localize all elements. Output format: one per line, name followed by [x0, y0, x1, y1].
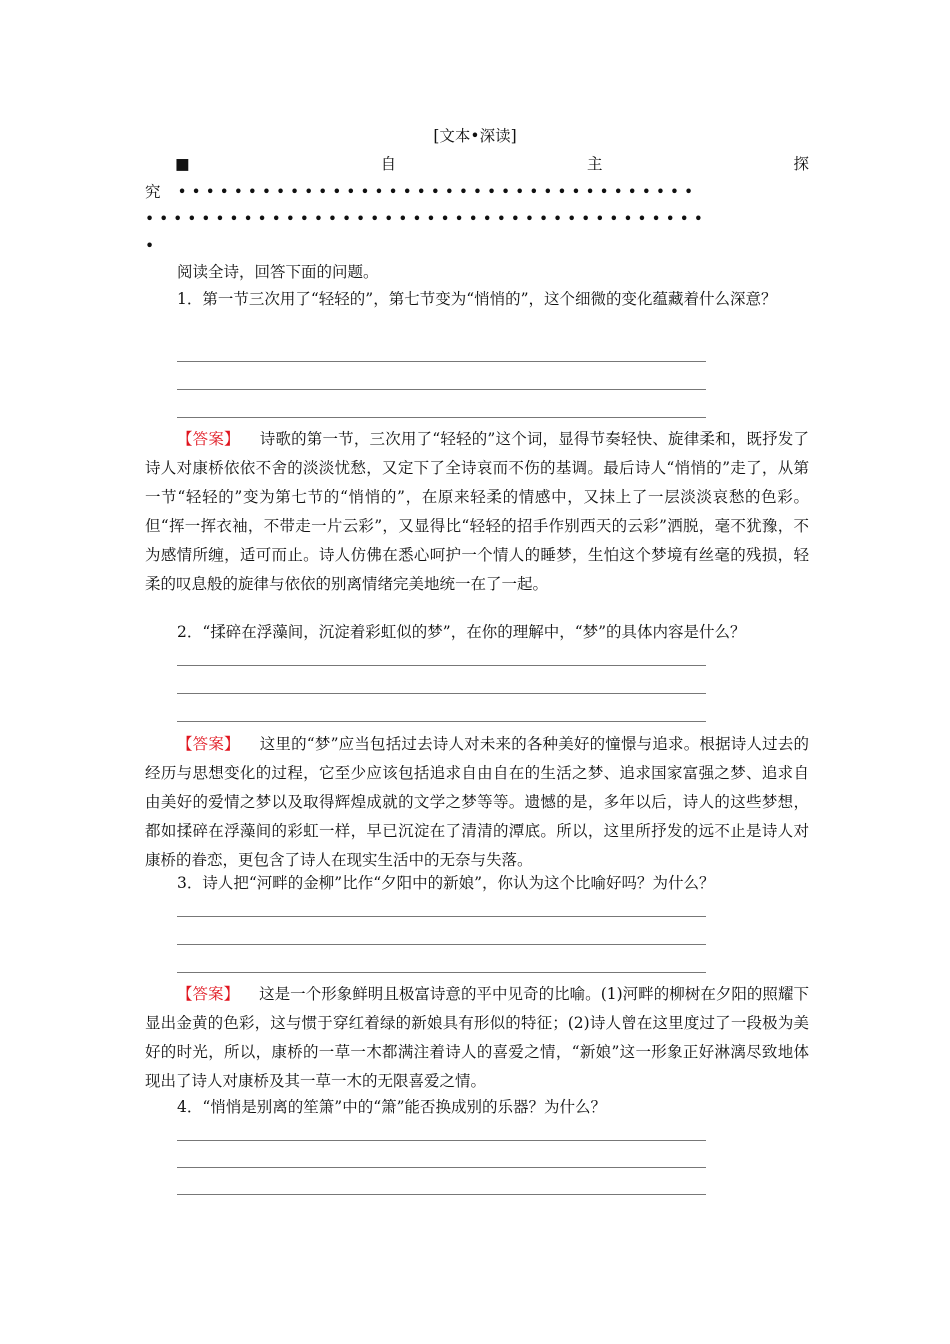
- answer-line: [177, 1167, 706, 1168]
- heading-dot-row-3: •: [145, 237, 155, 255]
- heading-dot-row-2: • • • • • • • • • • • • • • • • • • • • • • • • • • • • • • • • • • • • • • • •: [145, 210, 703, 228]
- answer-3: [145, 980, 809, 1096]
- answer-label: 【答案】: [177, 985, 240, 1003]
- question-3: 3．诗人把“河畔的金柳”比作“夕阳中的新娘”，你认为这个比喻好吗？为什么？: [177, 874, 715, 892]
- answer-label: 【答案】: [177, 430, 240, 448]
- answer-line: [177, 1194, 706, 1195]
- answer-line: [177, 916, 706, 917]
- answer-text: 这是一个形象鲜明且极富诗意的平中见奇的比喻。(1)河畔的柳树在夕阳的照耀下显出金黄的色彩，这与惯于穿红着绿的新娘具有形似的特征；(2)诗人曾在这里度过了一段极为美好的时光，所以，康桥的一草一木都满注着诗人的喜爱之情，“新娘”这一形象正好淋漓尽致地体现出了诗人对康桥及其一草一木的无限喜爱之情。: [145, 985, 809, 1090]
- square-bullet-icon: ■: [175, 155, 190, 173]
- answer-line: [177, 417, 706, 418]
- answer-2: [145, 730, 809, 875]
- answer-line: [177, 721, 706, 722]
- answer-line: [177, 944, 706, 945]
- dot-leader: • • • • • • • • • • • • • • • • • • • • • • • • • • • • • • • • • • • • •: [177, 183, 694, 201]
- heading-wrap-char: 究: [145, 183, 161, 201]
- answer-text: 这里的“梦”应当包括过去诗人对未来的各种美好的憧憬与追求。根据诗人过去的经历与思想变化的过程，它至少应该包括追求自由自在的生活之梦、追求国家富强之梦、追求自由美好的爱情之梦以及取得辉煌成就的文学之梦等等。遗憾的是，多年以后，诗人的这些梦想，都如揉碎在浮藻间的彩虹一样，早已沉淀在了清清的潭底。所以，这里所抒发的远不止是诗人对康桥的眷恋，更包含了诗人在现实生活中的无奈与失落。: [145, 735, 809, 869]
- answer-line: [177, 665, 706, 666]
- answer-label: 【答案】: [177, 735, 240, 753]
- answer-1: [145, 425, 809, 599]
- heading-dot-row-1: [145, 178, 809, 206]
- intro-text: 阅读全诗，回答下面的问题。: [177, 263, 379, 281]
- heading-char-1: 自: [380, 155, 397, 173]
- answer-line: [177, 972, 706, 973]
- section-title: [文本•深读]: [433, 127, 517, 145]
- heading-char-3: 探: [793, 155, 809, 173]
- answer-line: [177, 361, 706, 362]
- question-1: 1．第一节三次用了“轻轻的”，第七节变为“悄悄的”，这个细微的变化蕴藏着什么深意？: [177, 290, 777, 308]
- answer-text: 诗歌的第一节，三次用了“轻轻的”这个词，显得节奏轻快、旋律柔和，既抒发了诗人对康桥依依不舍的淡淡忧愁，又定下了全诗哀而不伤的基调。最后诗人“悄悄的”走了，从第一节“轻轻的”变为第七节的“悄悄的”，在原来轻柔的情感中，又抹上了一层淡淡哀愁的色彩。但“挥一挥衣袖，不带走一片云彩”，又显得比“轻轻的招手作别西天的云彩”洒脱，毫不犹豫，不为感情所缠，适可而止。诗人仿佛在悉心呵护一个情人的睡梦，生怕这个梦境有丝毫的残损，轻柔的叹息般的旋律与依依的别离情绪完美地统一在了一起。: [145, 430, 809, 593]
- heading-char-2: 主: [587, 155, 603, 173]
- question-2: 2．“揉碎在浮藻间，沉淀着彩虹似的梦”，在你的理解中，“梦”的具体内容是什么？: [177, 623, 746, 641]
- answer-line: [177, 1140, 706, 1141]
- answer-line: [177, 389, 706, 390]
- question-4: 4．“悄悄是别离的笙箫”中的“箫”能否换成别的乐器？为什么？: [177, 1098, 607, 1116]
- section-heading: [175, 150, 809, 178]
- answer-line: [177, 693, 706, 694]
